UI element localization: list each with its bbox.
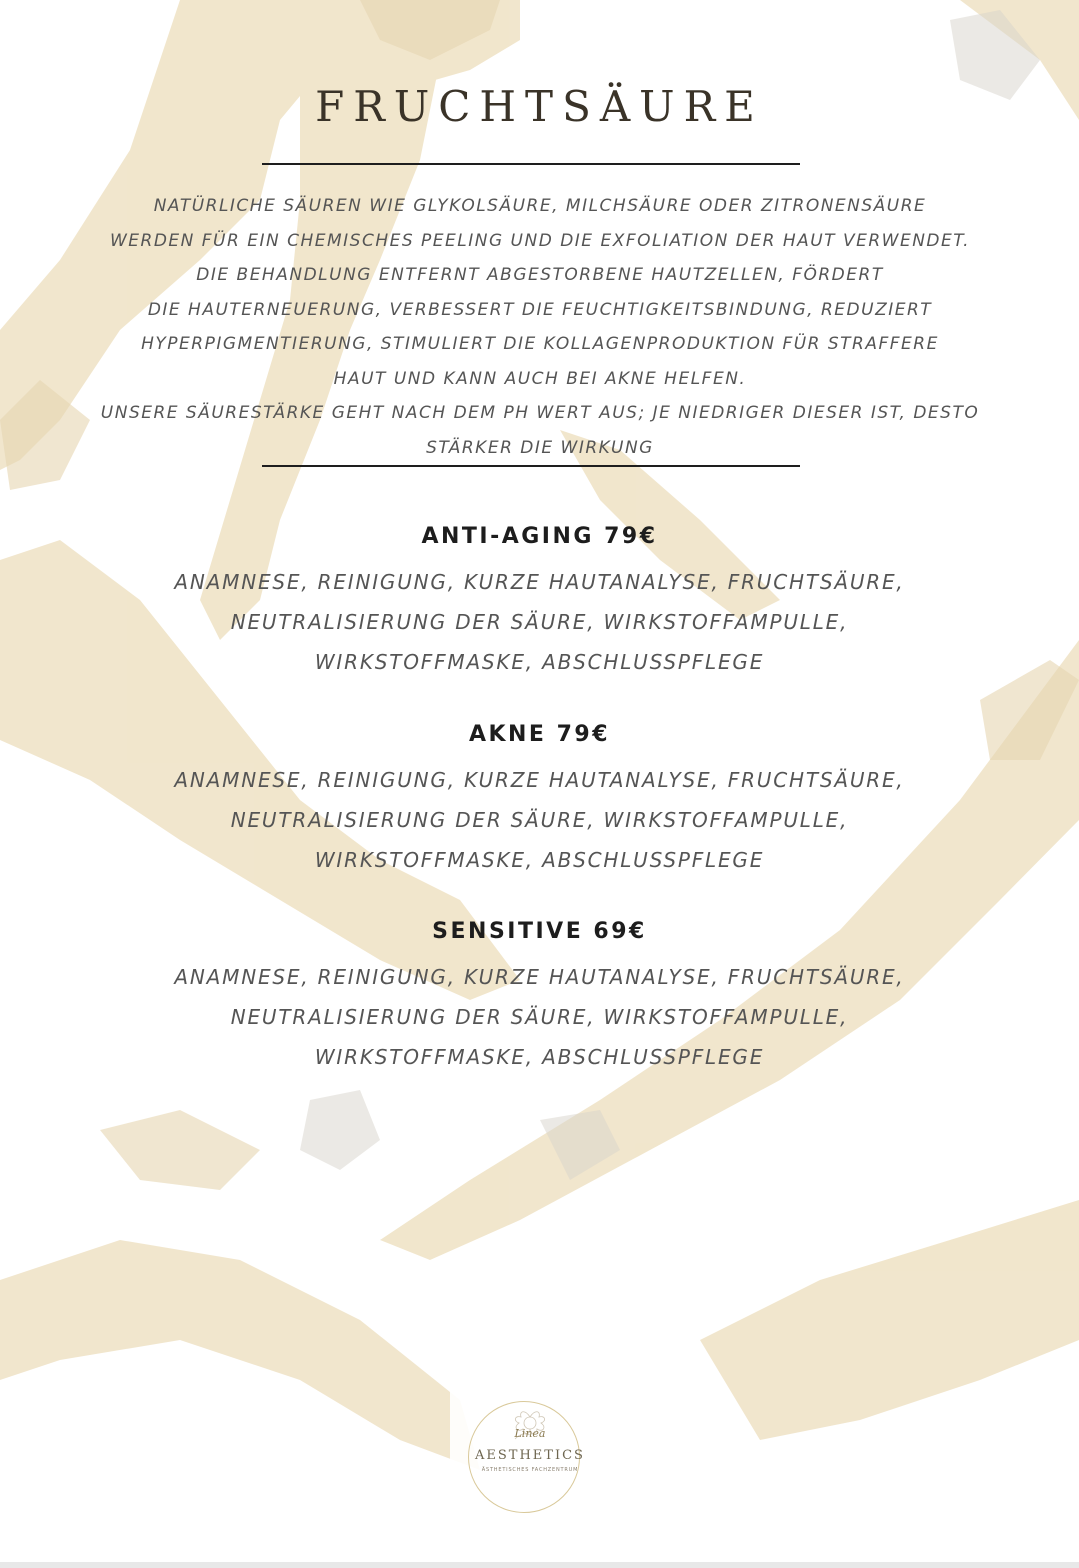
package-title: SENSITIVE 69€ xyxy=(432,919,647,944)
description-line: ANAMNESE, REINIGUNG, KURZE HAUTANALYSE, FRUCHTSÄURE, xyxy=(174,768,905,792)
package-description xyxy=(0,957,1079,1077)
intro-line: HYPERPIGMENTIERUNG, STIMULIERT DIE KOLLAGENPRODUKTION FÜR STRAFFERE xyxy=(141,334,939,354)
package-description xyxy=(0,562,1079,682)
intro-line: DIE BEHANDLUNG ENTFERNT ABGESTORBENE HAUTZELLEN, FÖRDERT xyxy=(196,265,884,285)
intro-text xyxy=(40,189,1040,465)
package-title: AKNE 79€ xyxy=(468,722,611,747)
package-anti-aging xyxy=(0,522,1079,682)
bottom-divider xyxy=(262,465,800,467)
description-line: NEUTRALISIERUNG DER SÄURE, WIRKSTOFFAMPULLE, xyxy=(230,610,849,634)
description-line: NEUTRALISIERUNG DER SÄURE, WIRKSTOFFAMPULLE, xyxy=(230,808,849,832)
description-line: WIRKSTOFFMASKE, ABSCHLUSSPFLEGE xyxy=(314,848,765,872)
top-divider xyxy=(262,163,800,165)
logo-script-text: Linea xyxy=(514,1427,546,1440)
intro-line: HAUT UND KANN AUCH BEI AKNE HELFEN. xyxy=(333,368,747,389)
description-line: ANAMNESE, REINIGUNG, KURZE HAUTANALYSE, FRUCHTSÄURE, xyxy=(174,965,905,989)
intro-line: UNSERE SÄURESTÄRKE GEHT NACH DEM PH WERT AUS; JE NIEDRIGER DIESER IST, DESTO xyxy=(100,403,980,423)
intro-line: DIE HAUTERNEUERUNG, VERBESSERT DIE FEUCHTIGKEITSBINDUNG, REDUZIERT xyxy=(147,299,933,320)
package-description xyxy=(0,760,1079,880)
package-akne xyxy=(0,720,1079,880)
logo-subtitle: ÄSTHETISCHES FACHZENTRUM xyxy=(481,1467,579,1473)
package-sensitive xyxy=(0,917,1079,1077)
page-bottom-edge xyxy=(0,1562,1079,1568)
description-line: NEUTRALISIERUNG DER SÄURE, WIRKSTOFFAMPULLE, xyxy=(230,1005,849,1029)
page-title: FRUCHTSÄURE xyxy=(315,82,764,131)
description-line: ANAMNESE, REINIGUNG, KURZE HAUTANALYSE, FRUCHTSÄURE, xyxy=(174,570,905,594)
intro-line: STÄRKER DIE WIRKUNG xyxy=(426,437,654,458)
logo-wordmark: AESTHETICS xyxy=(475,1448,585,1463)
intro-line: NATÜRLICHE SÄUREN WIE GLYKOLSÄURE, MILCHSÄURE ODER ZITRONENSÄURE xyxy=(153,196,927,216)
intro-line: WERDEN FÜR EIN CHEMISCHES PEELING UND DIE EXFOLIATION DER HAUT VERWENDET. xyxy=(109,230,971,251)
brand-logo xyxy=(450,1375,610,1523)
package-title: ANTI-AGING 79€ xyxy=(421,524,658,549)
description-line: WIRKSTOFFMASKE, ABSCHLUSSPFLEGE xyxy=(314,1045,765,1069)
description-line: WIRKSTOFFMASKE, ABSCHLUSSPFLEGE xyxy=(314,650,765,674)
